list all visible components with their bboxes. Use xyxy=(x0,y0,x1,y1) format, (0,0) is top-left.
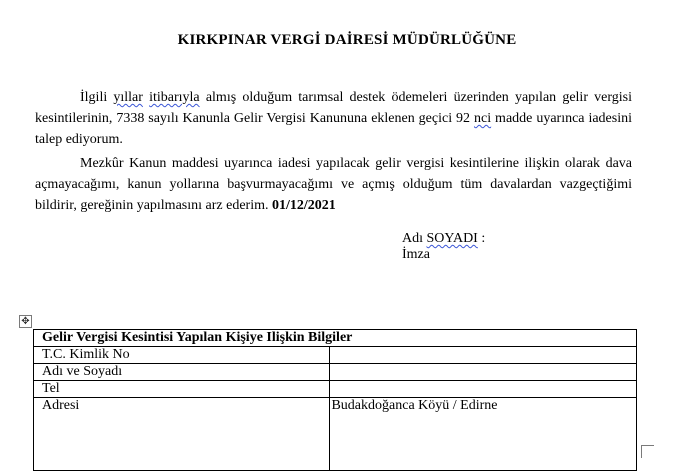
paragraph2-text: Mezkûr Kanun maddesi uyarınca iadesi yapılacak gelir vergisi kesintilerine ilişkin olarak dava açmayacağımı, kanun yollarına başvurmayacağımı ve açmış olduğum tüm davalardan vazgeçtiğimi bildirir, gereğinin yapılmasını arz ederim. xyxy=(35,156,632,213)
table-label-name[interactable]: Adı ve Soyadı xyxy=(34,364,330,381)
spellcheck-word-itibariyla[interactable]: itibarıyla xyxy=(149,90,200,105)
table-row xyxy=(34,398,637,471)
table-value-tel[interactable] xyxy=(330,381,637,398)
table-value-address[interactable]: Budakdoğanca Köyü / Edirne xyxy=(330,398,637,471)
table-row xyxy=(34,381,637,398)
document-date: 01/12/2021 xyxy=(271,198,336,213)
signature-name-prefix: Adı xyxy=(402,231,427,246)
table-label-tc[interactable]: T.C. Kimlik No xyxy=(34,347,330,364)
paragraph1-text-3: almış olduğum tarımsal destek ödemeleri üzerinden yapılan gelir vergisi kesintilerinin, 7338 sayılı Kanunla Gelir Vergisi Kanununa eklenen geçici 92 xyxy=(35,90,632,126)
table-row xyxy=(34,347,637,364)
page-title: KIRKPINAR VERGİ DAİRESİ MÜDÜRLÜĞÜNE xyxy=(177,32,517,48)
paragraph1-text-1: İlgili xyxy=(80,90,114,105)
table-header-row xyxy=(34,330,637,347)
signature-imza: İmza xyxy=(402,247,430,262)
table-row xyxy=(34,364,637,381)
page-corner-mark xyxy=(641,445,654,458)
spellcheck-word-nci[interactable]: nci xyxy=(474,111,492,126)
spellcheck-word-yillar[interactable]: yıllar xyxy=(113,90,143,105)
spellcheck-word-soyadi[interactable]: SOYADI xyxy=(426,231,478,246)
table-label-address[interactable]: Adresi xyxy=(34,398,330,471)
table-value-tc[interactable] xyxy=(330,347,637,364)
table-value-name[interactable] xyxy=(330,364,637,381)
signature-name-line xyxy=(402,231,485,247)
paragraph-declaration xyxy=(35,153,632,216)
table-label-tel[interactable]: Tel xyxy=(34,381,330,398)
signature-name-suffix: : xyxy=(477,231,486,246)
info-table xyxy=(33,329,637,471)
paragraph1-text-4: madde uyarınca iadesini talep ediyorum. xyxy=(35,111,632,147)
table-header[interactable]: Gelir Vergisi Kesintisi Yapılan Kişiye Ilişkin Bilgiler xyxy=(34,330,637,347)
table-move-handle-icon[interactable]: ✥ xyxy=(19,315,32,328)
paragraph-request xyxy=(35,87,632,150)
